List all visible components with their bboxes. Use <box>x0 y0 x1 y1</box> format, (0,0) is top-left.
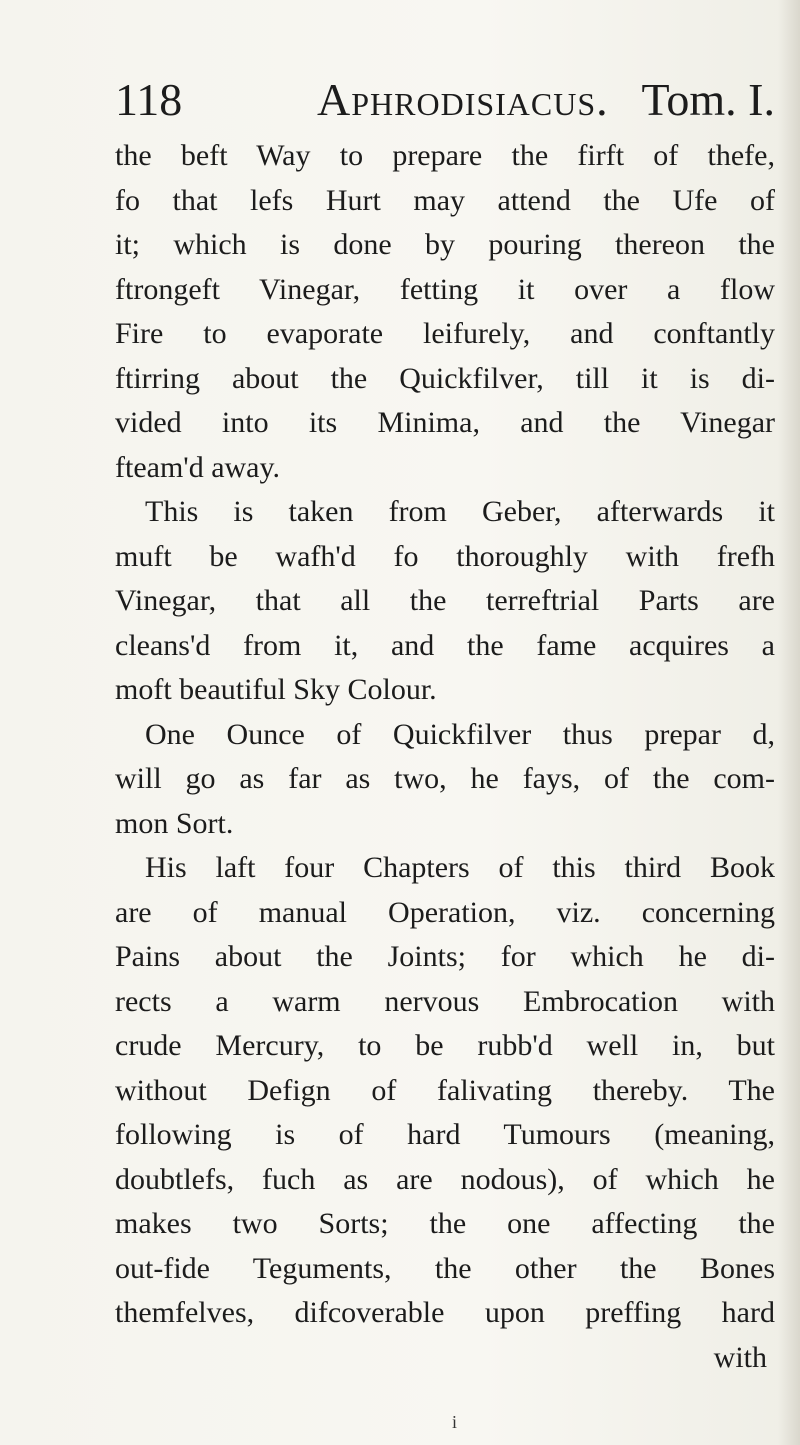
page-number: 118 <box>115 74 183 125</box>
text-line: crude Mercury, to be rubb'd well in, but <box>115 1029 775 1062</box>
text-line: This is taken from Geber, afterwards it <box>145 495 775 528</box>
text-line: are of manual Operation, viz. concerning <box>115 895 775 929</box>
text-line: fo that lefs Hurt may attend the Ufe of <box>115 183 775 217</box>
text-line: out-fide Teguments, the other the Bones <box>115 1251 775 1285</box>
text-line: Vinegar, that all the terreftrial Parts are <box>115 584 775 617</box>
text-line: rects a warm nervous Embrocation with <box>115 984 775 1018</box>
text-line: the beft Way to prepare the firft of thefe, <box>115 139 775 172</box>
text-line: muft be wafh'd fo thoroughly with frefh <box>115 539 775 573</box>
text-line: following is of hard Tumours (meaning, <box>115 1118 775 1151</box>
text-line: will go as far as two, he fays, of the com- <box>115 762 775 795</box>
text-line: Fire to evaporate leifurely, and conftantly <box>115 317 775 350</box>
running-title: Aphrodisiacus. <box>317 74 609 125</box>
volume-label: Tom. I. <box>641 74 775 125</box>
text-line: ftrongeft Vinegar, fetting it over a flow <box>115 272 775 306</box>
text-line: doubtlefs, fuch as are nodous), of which he <box>115 1162 775 1196</box>
body-text <box>115 134 775 1380</box>
text-line: makes two Sorts; the one affecting the <box>115 1207 775 1240</box>
text-line: moft beautiful Sky Colour. <box>115 673 437 706</box>
text-line: cleans'd from it, and the fame acquires a <box>115 628 775 662</box>
signature-mark: i <box>452 1412 458 1432</box>
text-line: fteam'd away. <box>115 450 281 484</box>
catchword: with <box>713 1340 767 1374</box>
text-line: Pains about the Joints; for which he di- <box>115 940 775 973</box>
text-line: it; which is done by pouring thereon the <box>115 228 775 261</box>
text-line: themfelves, difcoverable upon preffing hard <box>115 1296 775 1329</box>
page-edge-shadow <box>778 0 800 1445</box>
running-header <box>115 72 775 128</box>
text-line: vided into its Minima, and the Vinegar <box>115 406 775 439</box>
text-line: mon Sort. <box>115 806 234 840</box>
text-line: ftirring about the Quickfilver, till it is di- <box>115 361 775 395</box>
text-line: One Ounce of Quickfilver thus prepar d, <box>145 717 775 751</box>
text-line: His laft four Chapters of this third Book <box>145 851 775 884</box>
text-line: without Defign of falivating thereby. The <box>115 1073 775 1107</box>
